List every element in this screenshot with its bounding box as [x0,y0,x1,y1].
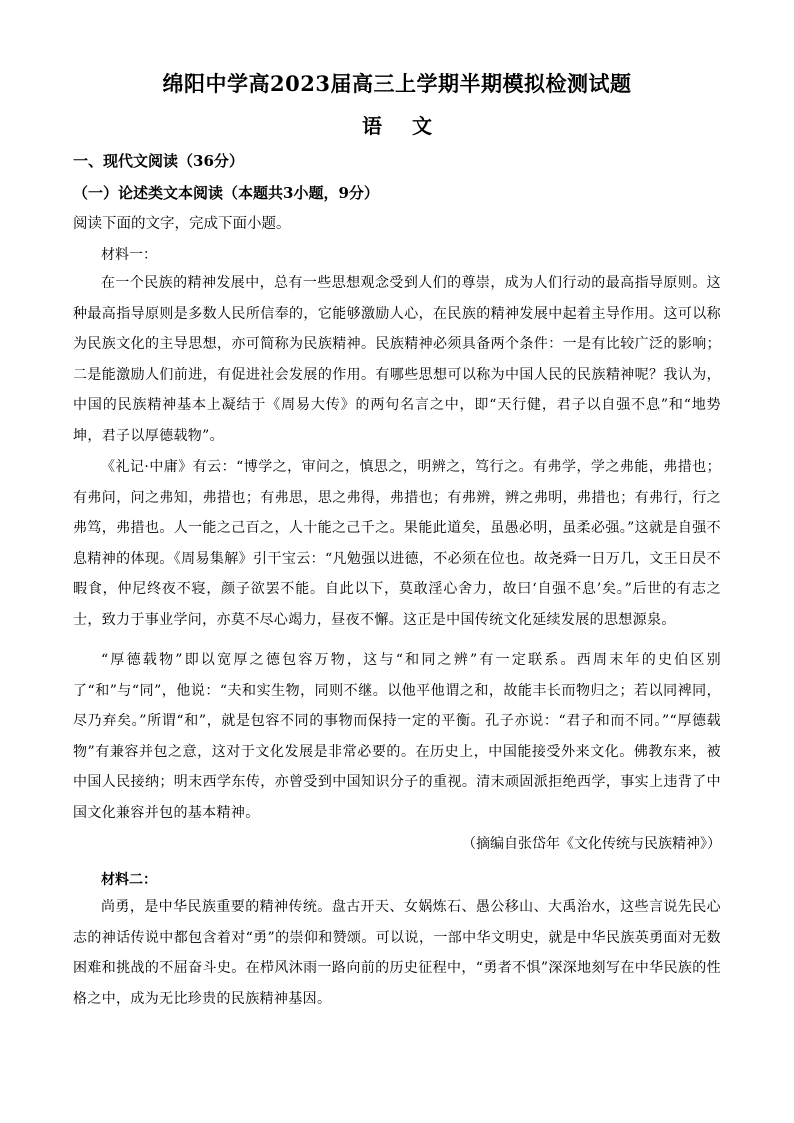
material1-paragraph-3: “厚德载物”即以宽厚之德包容万物，这与“和同之辨”有一定联系。西周末年的史伯区别了“和”与“同”，他说：“夫和实生物，同则不继。以他平他谓之和，故能丰长而物归之；若以同裨同，尽乃弃矣。”所谓“和”，就是包容不同的事物而保持一定的平衡。孔子亦说：“君子和而不同。”“厚德载物”有兼容并包之意，这对于文化发展是非常必要的。在历史上，中国能接受外来文化。佛教东来，被中国人民接纳；明末西学东传，亦曾受到中国知识分子的重视。清末顽固派拒绝西学，事实上违背了中国文化兼容并包的基本精神。 [73,652,721,821]
instruction-text: 阅读下面的文字，完成下面小题。 [73,216,291,232]
material1-label: 材料一： [101,247,157,263]
material2-label: 材料二： [101,872,157,888]
exam-title: 绵阳中学高2023届高三上学期半期模拟检测试题 [162,71,632,96]
material1-source: （摘编自张岱年《文化传统与民族精神》） [462,836,721,852]
material1-paragraph-2: 《礼记·中庸》有云：“博学之，审问之，慎思之，明辨之，笃行之。有弗学，学之弗能，弗措也；有弗问，问之弗知，弗措也；有弗思，思之弗得，弗措也；有弗辨，辨之弗明，弗措也；有弗行，行之弗笃，弗措也。人一能之己百之，人十能之己千之。果能此道矣，虽愚必明，虽柔必强。”这就是自强不息精神的体现。《周易集解》引干宝云：“凡勉强以进德，不必须在位也。故尧舜一日万几，文王日昃不暇食，仲尼终夜不寝，颜子欲罢不能。自此以下，莫敢淫心舍力，故曰‘自强不息’矣。”后世的有志之士，致力于事业学问，亦莫不尽心竭力，昼夜不懈。这正是中国传统文化延续发展的思想源泉。 [73,459,721,628]
subsection-heading: （一）论述类文本阅读（本题共3小题，9分） [73,184,379,202]
material1-paragraph-1: 在一个民族的精神发展中，总有一些思想观念受到人们的尊崇，成为人们行动的最高指导原则。这种最高指导原则是多数人民所信奉的，它能够激励人心，在民族的精神发展中起着主导作用。这可以称为民族文化的主导思想，亦可简称为民族精神。民族精神必须具备两个条件：一是有比较广泛的影响；二是能激励人们前进，有促进社会发展的作用。有哪些思想可以称为中国人民的民族精神呢？我认为，中国的民族精神基本上凝结于《周易大传》的两句名言之中，即“天行健，君子以自强不息”和“地势坤，君子以厚德载物”。 [73,275,721,444]
section-heading: 一、现代文阅读（36分） [73,152,244,170]
subject-heading: 语文 [362,114,462,138]
material2-paragraph-1: 尚勇，是中华民族重要的精神传统。盘古开天、女娲炼石、愚公移山、大禹治水，这些言说先民心志的神话传说中都包含着对“勇”的崇仰和赞颂。可以说，一部中华文明史，就是中华民族英勇面对无数困难和挑战的不屈奋斗史。在栉风沐雨一路向前的历史征程中，“勇者不惧”深深地刻写在中华民族的性格之中，成为无比珍贵的民族精神基因。 [73,899,721,1007]
